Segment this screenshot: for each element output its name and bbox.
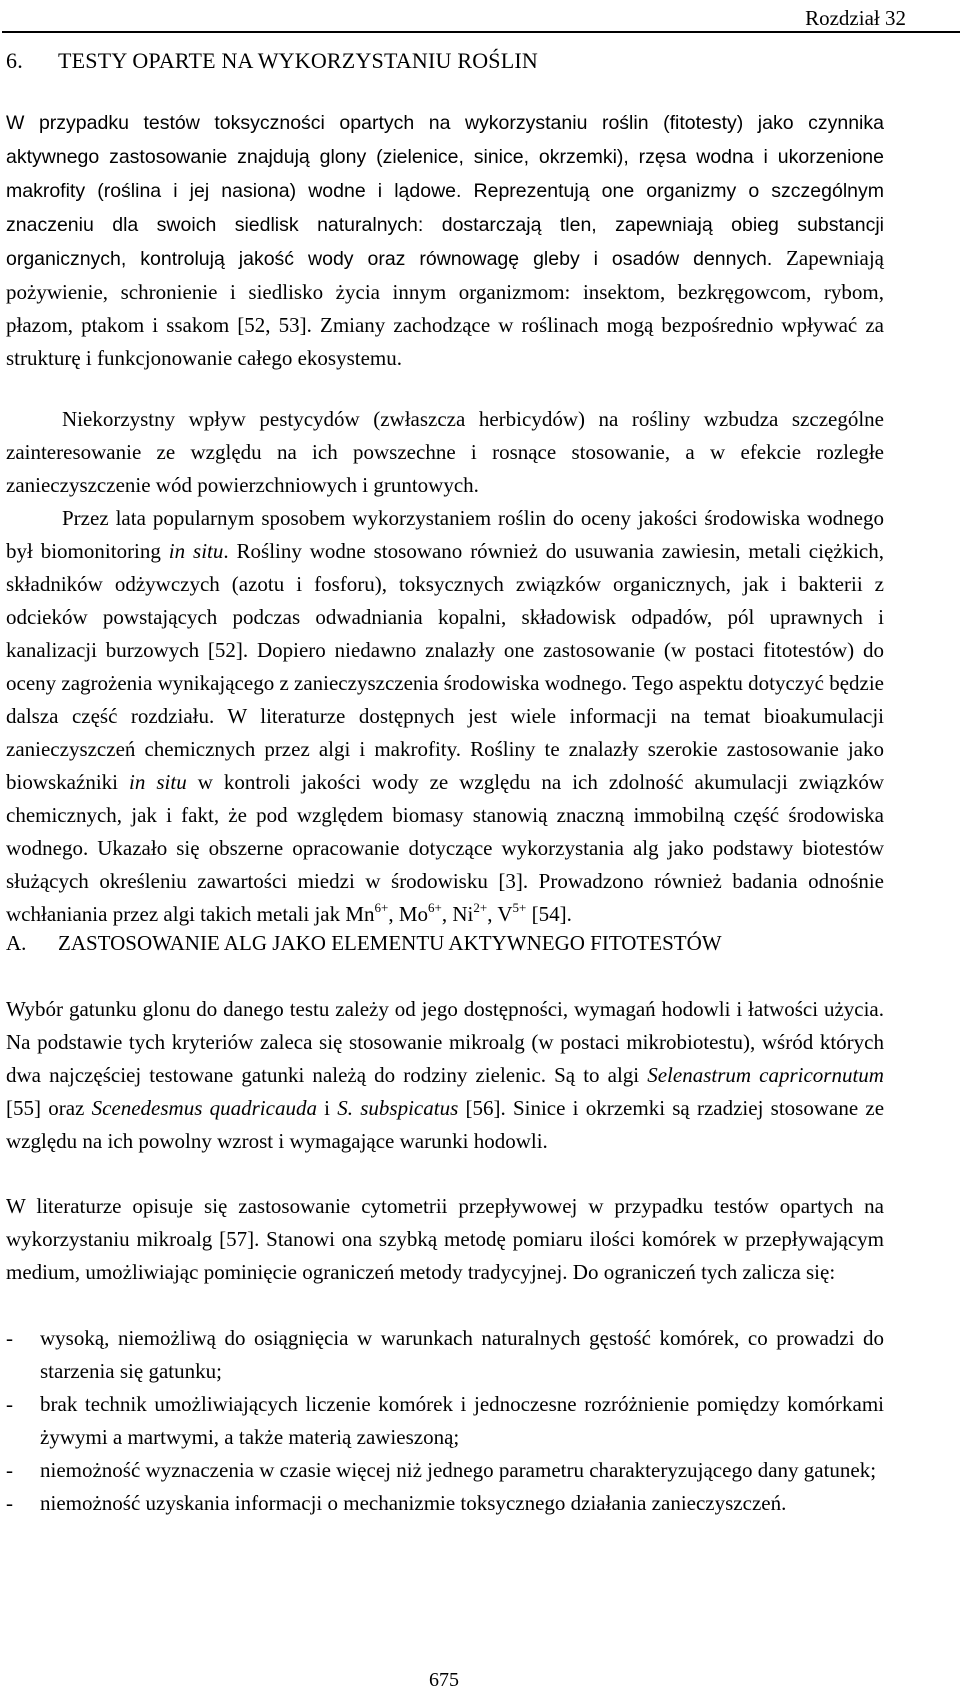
list-dash: - — [6, 1491, 13, 1515]
list-item-text: niemożność wyznaczenia w czasie więcej niż jednego parametru charakteryzującego dany gatunek; — [40, 1458, 877, 1482]
list-item — [6, 1322, 884, 1388]
text-run: , Ni — [441, 902, 474, 926]
list-item — [6, 1388, 884, 1454]
text-run: Przez lata popularnym sposobem wykorzystaniem roślin do oceny jakości środowiska wodnego był biomonitoring — [6, 506, 884, 563]
list-dash: - — [6, 1326, 13, 1350]
list-item — [6, 1487, 884, 1520]
text-run: w kontroli jakości wody ze względu na ich zdolność akumulacji związków chemicznych, jak i fakt, że pod względem biomasy stanowią znaczną immobilną część środowiska wodnego. Ukazało się obszerne opracowanie dotyczące wykorzystania alg jako podstawy biotestów służących określeniu zawartości miedzi w środowisku [3]. Prowadzono również badania odnośnie wchłaniania przez algi takich metali jak Mn — [6, 770, 884, 926]
text-run: [56]. Sinice i okrzemki są rzadziej stosowane ze względu na ich powolny wzrost i wymagające warunki hodowli. — [6, 1096, 885, 1153]
paragraph-intro-sans: W przypadku testów toksyczności opartych na wykorzystaniu roślin (fitotesty) jako czynnika aktywnego zastosowanie znajdują glony (zielenice, sinice, okrzemki), rzęsa wodna i ukorzenione makrofity (roślina i jej nasiona) wodne i lądowe. Reprezentują one organizmy o szczególnym znaczeniu dla swoich siedlisk naturalnych: dostarczają tlen, zapewniają obieg substancji organicznych, kontrolują jakość wody oraz równowagę gleby i osadów dennych. — [6, 112, 884, 270]
section-title: TESTY OPARTE NA WYKORZYSTANIU ROŚLIN — [58, 48, 538, 73]
header-rule — [2, 31, 960, 33]
text-run: Wybór gatunku glonu do danego testu zależy od jego dostępności, wymagań hodowli i łatwości użycia. Na podstawie tych kryteriów zaleca się stosowanie mikroalg (w postaci mikrobiotestu), wśród których dwa najczęściej testowane gatunki należą do rodziny zielenic. Są to algi — [6, 997, 884, 1087]
text-run: [55] oraz — [6, 1096, 92, 1120]
paragraph-cytometry: W literaturze opisuje się zastosowanie cytometrii przepływowej w przypadku testów opartych na wykorzystaniu mikroalg [57]. Stanowi ona szybką metodę pomiaru ilości komórek w przepływającym medium, umożliwiając pominięcie ograniczeń metody tradycyjnej. Do ograniczeń tych zalicza się: — [6, 1194, 884, 1284]
superscript: 2+ — [473, 900, 488, 915]
list-item-text: niemożność uzyskania informacji o mechanizmie toksycznego działania zanieczyszczeń. — [40, 1491, 787, 1515]
list-item — [6, 1454, 884, 1487]
italic-term: in situ — [168, 539, 224, 563]
page-number: 675 — [429, 1669, 459, 1691]
section-heading — [6, 46, 538, 76]
list-dash: - — [6, 1458, 13, 1482]
text-run: , Mo — [388, 902, 429, 926]
list-item-text: wysoką, niemożliwą do osiągnięcia w warunkach naturalnych gęstość komórek, co prowadzi do starzenia się gatunku; — [40, 1326, 884, 1383]
list-dash: - — [6, 1392, 13, 1416]
subsection-number: A. — [6, 931, 27, 955]
superscript: 5+ — [512, 900, 527, 915]
text-run: , V — [487, 902, 513, 926]
text-run: [54]. — [526, 902, 572, 926]
list-item-text: brak technik umożliwiających liczenie komórek i jednoczesne rozróżnienie pomiędzy komórkami żywymi a martwymi, a także materią zawieszoną; — [40, 1392, 884, 1449]
paragraph-pesticides: Niekorzystny wpływ pestycydów (zwłaszcza herbicydów) na rośliny wzbudza szczególne zainteresowanie ze względu na ich powszechne i rosnące stosowanie, a w efekcie rozległe zanieczyszczenie wód powierzchniowych i gruntowych. — [6, 407, 884, 497]
subsection-heading — [6, 928, 722, 958]
text-run: i — [316, 1096, 338, 1120]
species-name: Scenedesmus quadricauda — [91, 1096, 317, 1120]
limitations-list — [6, 1322, 884, 1520]
text-run: . Rośliny wodne stosowano również do usuwania zawiesin, metali ciężkich, składników odżywczych (azotu i fosforu), toksycznych związków organicznych, jak i bakterii z odcieków powstających podczas odwadniania kopalni, składowisk odpadów, pól uprawnych i kanalizacji burzowych [52]. Dopiero niedawno znalazły one zastosowanie (w postaci fitotestów) do oceny zagrożenia wynikającego z zanieczyszczenia środowiska wodnego. Tego aspektu dotyczyć będzie dalsza część rozdziału. W literaturze dostępnych jest wiele informacji na temat bioakumulacji zanieczyszczeń chemicznych przez algi i makrofity. Rośliny te znalazły szerokie zastosowanie jako biowskaźniki — [6, 539, 885, 794]
species-name: Selenastrum capricornutum — [647, 1063, 884, 1087]
paragraph-biomonitoring — [6, 502, 884, 931]
species-name: S. subspicatus — [337, 1096, 459, 1120]
paragraph-intro-serif: Zapewniają pożywienie, schronienie i siedlisko życia innym organizmom: insektom, bezkręgowcom, rybom, płazom, ptakom i ssakom [52, 53]. Zmiany zachodzące w roślinach mogą bezpośrednio wpływać za strukturę i funkcjonowanie całego ekosystemu. — [6, 246, 884, 370]
paragraph-intro — [6, 106, 884, 375]
subsection-title: ZASTOSOWANIE ALG JAKO ELEMENTU AKTYWNEGO FITOTESTÓW — [58, 931, 722, 955]
section-number: 6. — [6, 48, 23, 73]
italic-term: in situ — [129, 770, 187, 794]
running-header: Rozdział 32 — [805, 6, 906, 30]
paragraph-algae-species — [6, 993, 884, 1158]
superscript: 6+ — [374, 900, 389, 915]
superscript: 6+ — [428, 900, 442, 915]
